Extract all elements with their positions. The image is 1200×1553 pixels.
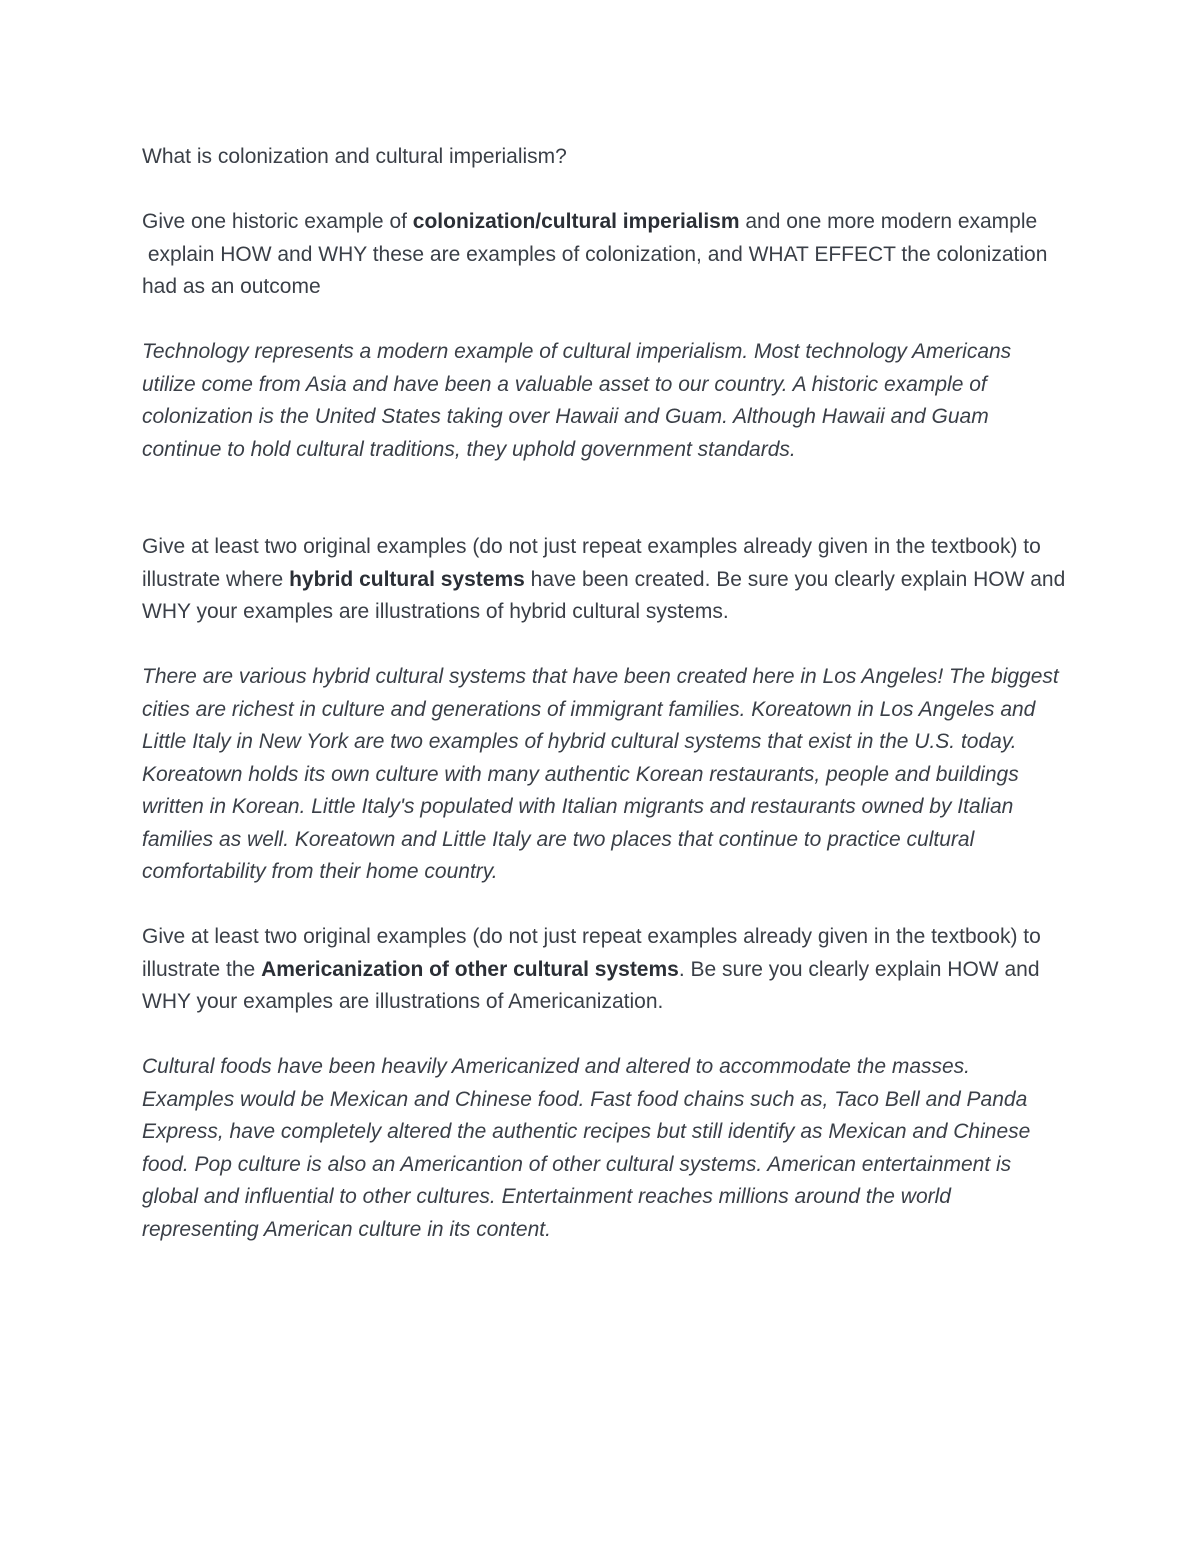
question-2-prompt-text-end: have been created. Be sure you clearly explain HOW and WHY your examples are illustrations of hybrid cultural systems. (142, 567, 1066, 623)
spacer (142, 174, 1067, 207)
document-body (142, 141, 1067, 1246)
question-1-title: What is colonization and cultural imperialism? (142, 145, 567, 168)
question-3-prompt-text-end: . Be sure you clearly explain HOW and WHY your examples are illustrations of Americanization. (142, 957, 1040, 1013)
question-2-prompt (142, 531, 1067, 629)
question-3-prompt-text: Give at least two original examples (do not just repeat examples already given in the textbook) to illustrate the (142, 925, 1041, 981)
question-2-prompt-text: Give at least two original examples (do not just repeat examples already given in the textbook) to illustrate where (142, 535, 1041, 591)
spacer (142, 466, 1067, 531)
question-3-prompt (142, 921, 1067, 1019)
question-3-keyword: Americanization of other cultural systems (261, 957, 679, 981)
question-3-answer: Cultural foods have been heavily Americanized and altered to accommodate the masses. Examples would be Mexican and Chinese food. Fast food chains such as, Taco Bell and Panda Express, have completely altered the authentic recipes but still identify as Mexican and Chinese food. Pop culture is also an Americantion of other cultural systems. American entertainment is global and influential to other cultures. Entertainment reaches millions around the world representing American culture in its content. (142, 1055, 1031, 1241)
question-1-prompt-text-end: and one more modern example (739, 210, 1038, 233)
question-2-keyword: hybrid cultural systems (289, 567, 525, 591)
question-1-answer: Technology represents a modern example of cultural imperialism. Most technology Americans utilize come from Asia and have been a valuable asset to our country. A historic example of colonization is the United States taking over Hawaii and Guam. Although Hawaii and Guam continue to hold cultural traditions, they uphold government standards. (142, 340, 1012, 461)
question-1-prompt (142, 206, 1067, 239)
spacer (142, 629, 1067, 662)
spacer (142, 304, 1067, 337)
question-1-prompt-text: Give one historic example of (142, 210, 413, 233)
question-2-answer: There are various hybrid cultural systems that have been created here in Los Angeles! The biggest cities are richest in culture and generations of immigrant families. Koreatown in Los Angeles and Little Italy in New York are two examples of hybrid cultural systems that exist in the U.S. today. Koreatown holds its own culture with many authentic Korean restaurants, people and buildings written in Korean. Little Italy's populated with Italian migrants and restaurants owned by Italian families as well. Koreatown and Little Italy are two places that continue to practice cultural comfortability from their home country. (142, 665, 1059, 883)
question-1-keyword: colonization/cultural imperialism (412, 210, 740, 233)
question-1-instructions: explain HOW and WHY these are examples of colonization, and WHAT EFFECT the colonization had as an outcome (142, 242, 1054, 298)
spacer (142, 1019, 1067, 1052)
spacer (142, 889, 1067, 922)
